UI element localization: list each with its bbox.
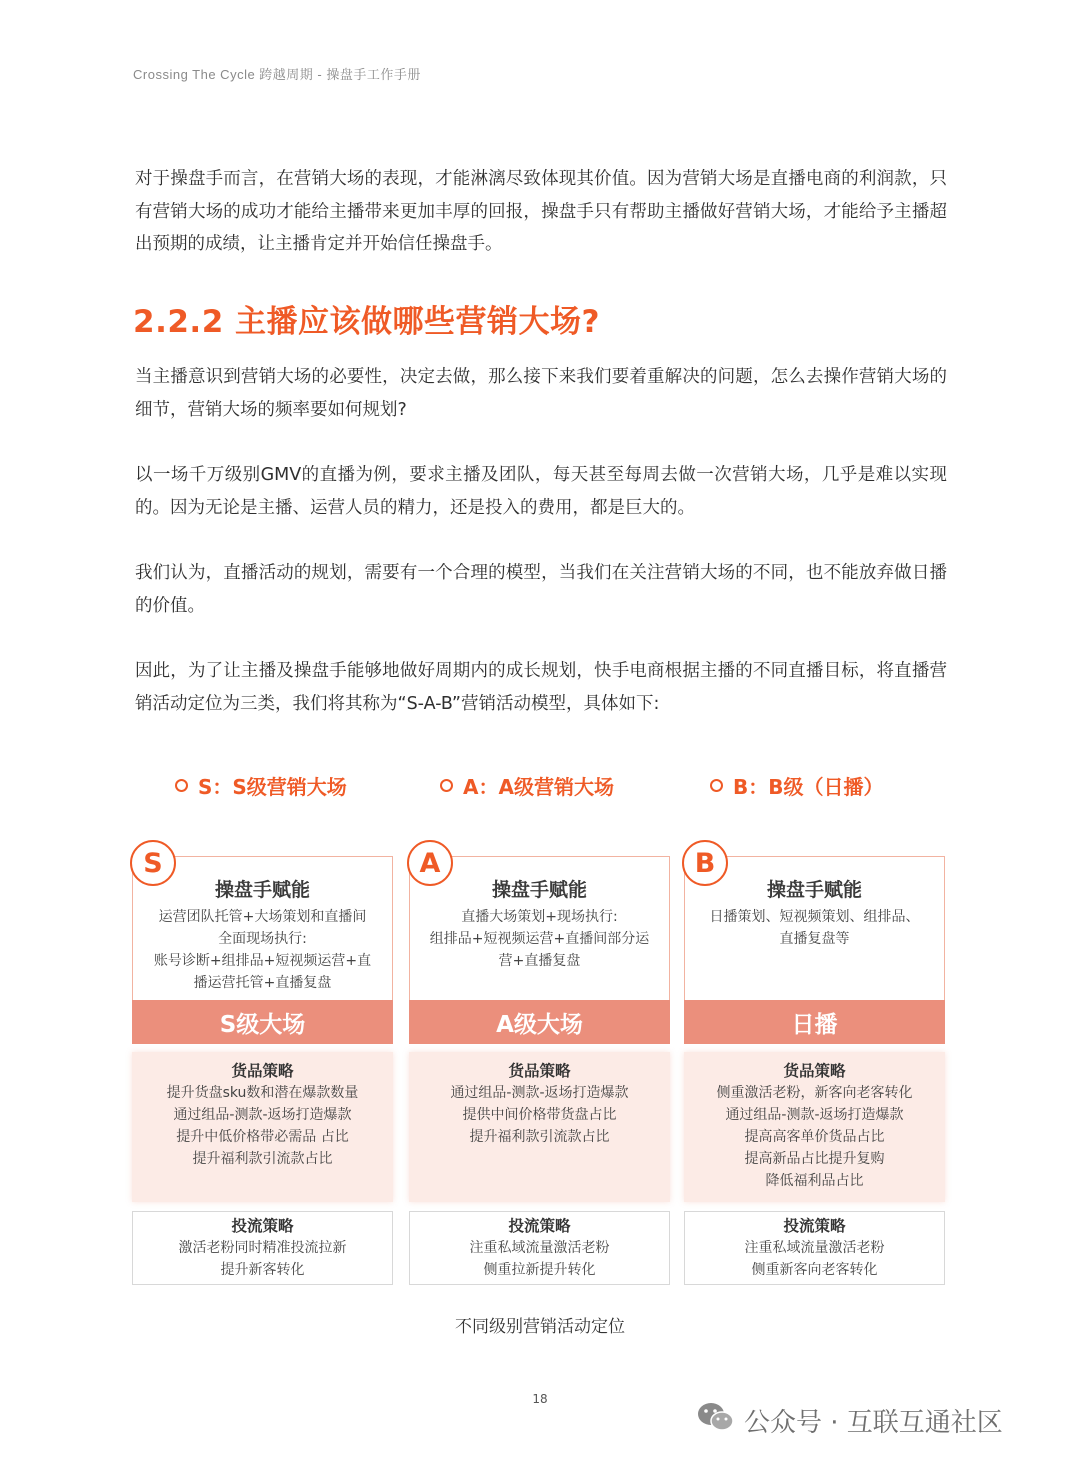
empower-description [148,906,377,994]
goods-strategy-title: 货品策略 [508,1062,571,1080]
level-band: A级大场 [409,1000,670,1044]
empower-line: 全面现场执行: [218,931,307,947]
goods-strategy-list [132,1082,393,1170]
empower-description [425,906,654,972]
level-band: S级大场 [132,1000,393,1044]
level-tag-s [175,771,347,800]
goods-strategy-title: 货品策略 [783,1062,846,1080]
goods-strategy-box [132,1052,393,1202]
intro-paragraph: 对于操盘手而言，在营销大场的表现，才能淋漓尽致体现其价值。因为营销大场是直播电商的利润款，只有营销大场的成功才能给主播带来更加丰厚的回报，操盘手只有帮助主播做好营销大场，才能给予主播超出预期的成绩，让主播肯定并开始信任操盘手。 [135,169,947,254]
list-item: 通过组品-测款-返场打造爆款 [725,1107,904,1123]
traffic-strategy-list [685,1237,944,1281]
list-item: 提高高客单价货品占比 [744,1129,885,1145]
level-tag-a [440,771,614,800]
section-title: 2.2.2 主播应该做哪些营销大场? [133,304,601,340]
figure-caption: 不同级别营销活动定位 [455,1317,625,1337]
empower-title: 操盘手赋能 [766,879,862,901]
empower-title: 操盘手赋能 [491,879,587,901]
body-paragraph-3: 我们认为，直播活动的规划，需要有一个合理的模型，当我们在关注营销大场的不同，也不能放弃做日播的价值。 [135,563,947,616]
body-paragraph-1: 当主播意识到营销大场的必要性，决定去做，那么接下来我们要着重解决的问题，怎么去操作营销大场的细节，营销大场的频率要如何规划? [135,367,947,420]
traffic-strategy-list [133,1237,392,1281]
traffic-strategy-title: 投流策略 [783,1217,846,1235]
list-item: 激活老粉同时精准投流拉新 [178,1240,347,1256]
circle-bullet-icon [175,779,188,792]
list-item: 降低福利品占比 [765,1173,864,1189]
list-item: 侧重激活老粉，新客向老客转化 [716,1085,913,1101]
list-item: 提升货盘sku数和潜在爆款数量 [166,1085,359,1101]
list-item: 通过组品-测款-返场打造爆款 [173,1107,352,1123]
level-badge: B [682,840,728,886]
list-item: 提升福利款引流款占比 [192,1151,333,1167]
level-badge: A [407,840,453,886]
empower-line: 直播复盘等 [779,931,850,947]
page-number: 18 [532,1392,548,1406]
wechat-icon [696,1400,736,1441]
empower-line: 直播大场策划+现场执行: [461,909,618,925]
list-item: 提升新客转化 [220,1262,305,1278]
goods-strategy-box [684,1052,945,1202]
level-tag-label: A：A级营销大场 [463,775,614,799]
list-item: 提升中低价格带必需品 占比 [176,1129,349,1145]
level-badge: S [130,840,176,886]
body-paragraph-2: 以一场千万级别GMV的直播为例，要求主播及团队，每天甚至每周去做一次营销大场，几乎是难以实现的。因为无论是主播、运营人员的精力，还是投入的费用，都是巨大的。 [135,465,947,518]
list-item: 侧重拉新提升转化 [483,1262,596,1278]
goods-strategy-title: 货品策略 [231,1062,294,1080]
circle-bullet-icon [440,779,453,792]
empower-description [700,906,929,950]
wechat-watermark [696,1400,1003,1441]
goods-strategy-list [684,1082,945,1192]
list-item: 提升福利款引流款占比 [469,1129,610,1145]
running-header: Crossing The Cycle 跨越周期 - 操盘手工作手册 [133,67,421,82]
body-paragraph-4: 因此，为了让主播及操盘手能够地做好周期内的成长规划，快手电商根据主播的不同直播目标，将直播营销活动定位为三类，我们将其称为“S-A-B”营销活动模型，具体如下: [135,661,947,714]
list-item: 注重私域流量激活老粉 [469,1240,610,1256]
empower-line: 组排品+短视频运营+直播间部分运 [429,931,650,947]
traffic-strategy-box [684,1211,945,1285]
list-item: 注重私域流量激活老粉 [744,1240,885,1256]
level-tag-label: B：B级（日播） [733,775,884,799]
level-band: 日播 [684,1000,945,1044]
level-tag-label: S：S级营销大场 [198,775,347,799]
traffic-strategy-title: 投流策略 [508,1217,571,1235]
traffic-strategy-list [410,1237,669,1281]
empower-line: 营+直播复盘 [498,953,581,969]
traffic-strategy-box [132,1211,393,1285]
traffic-strategy-box [409,1211,670,1285]
goods-strategy-box [409,1052,670,1202]
empower-line: 运营团队托管+大场策划和直播间 [158,909,367,925]
empower-line: 播运营托管+直播复盘 [193,975,332,991]
list-item: 提供中间价格带货盘占比 [462,1107,617,1123]
list-item: 侧重新客向老客转化 [751,1262,878,1278]
empower-line: 日播策划、短视频策划、组排品、 [709,909,920,925]
empower-line: 账号诊断+组排品+短视频运营+直 [153,953,372,969]
list-item: 通过组品-测款-返场打造爆款 [450,1085,629,1101]
watermark-text: 公众号 · 互联互通社区 [744,1408,1003,1438]
level-tag-b [710,771,884,800]
goods-strategy-list [409,1082,670,1148]
circle-bullet-icon [710,779,723,792]
list-item: 提高新品占比提升复购 [744,1151,885,1167]
traffic-strategy-title: 投流策略 [231,1217,294,1235]
empower-title: 操盘手赋能 [214,879,310,901]
